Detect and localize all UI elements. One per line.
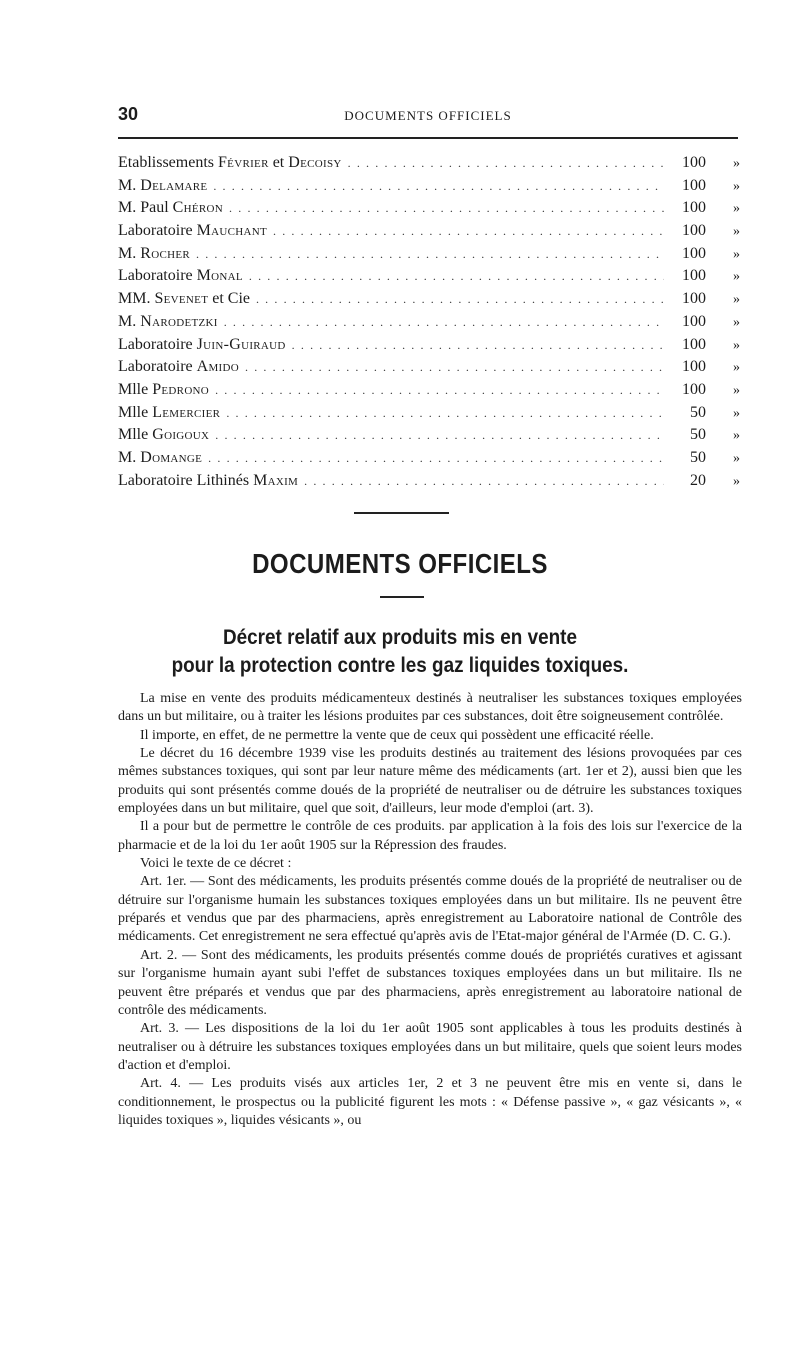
dot-leader bbox=[215, 379, 664, 401]
dot-leader bbox=[348, 152, 664, 174]
contributor-surname: Lemercier bbox=[152, 403, 221, 421]
contribution-amount: 100 bbox=[682, 312, 706, 330]
contribution-unit: » bbox=[733, 246, 740, 262]
contributor-prefix: M. bbox=[118, 448, 141, 466]
contribution-amount: 100 bbox=[682, 244, 706, 262]
contributor-row bbox=[118, 334, 740, 357]
contributor-name bbox=[118, 379, 209, 401]
contributor-name bbox=[118, 334, 286, 356]
contributor-row bbox=[118, 402, 740, 425]
contributor-row bbox=[118, 356, 740, 379]
header-rule bbox=[118, 137, 738, 139]
running-header bbox=[118, 104, 738, 128]
contributor-surname: Domange bbox=[140, 448, 203, 466]
contributor-prefix: M. bbox=[118, 176, 141, 194]
dot-leader bbox=[208, 447, 664, 469]
contributor-name bbox=[118, 424, 209, 446]
contributor-joiner: et bbox=[268, 154, 289, 171]
dot-leader bbox=[292, 334, 664, 356]
contributor-row bbox=[118, 379, 740, 402]
contributor-surname: Chéron bbox=[172, 199, 224, 217]
article-4: Art. 4. — Les produits visés aux articles 1er, 2 et 3 ne peuvent être mis en vente si, dans le conditionnement, le prospectus ou la publicité figurent les mots : « Défense passive », « gaz vésicants », « liquides toxiques », liquides vésicants », ou bbox=[118, 1076, 742, 1128]
contributor-prefix: Laboratoire Lithinés bbox=[118, 471, 254, 489]
contributor-row bbox=[118, 197, 740, 220]
contribution-amount: 100 bbox=[682, 199, 706, 217]
contributor-row bbox=[118, 243, 740, 266]
contributor-surname: Rocher bbox=[140, 244, 190, 262]
paragraph: Il importe, en effet, de ne permettre la vente que de ceux qui possèdent une efficacité réelle. bbox=[140, 727, 654, 743]
section-divider bbox=[354, 512, 449, 514]
contributor-name bbox=[118, 402, 220, 424]
contributor-name bbox=[118, 288, 250, 310]
contributor-prefix: Mlle bbox=[118, 380, 153, 398]
article-3: Art. 3. — Les dispositions de la loi du 1er août 1905 sont applicables à tous les produits destinés à neutraliser ou à détruire les substances toxiques employées dans un but militaire, quels que soient leurs modes d'action et d'emploi. bbox=[118, 1021, 742, 1073]
contributor-row bbox=[118, 424, 740, 447]
contributor-prefix: M. Paul bbox=[118, 199, 173, 217]
contributor-surname: Delamare bbox=[140, 176, 208, 194]
dot-leader bbox=[249, 265, 664, 287]
contributor-prefix: M. bbox=[118, 244, 141, 262]
contributor-prefix: Laboratoire bbox=[118, 335, 197, 353]
contributor-name bbox=[118, 311, 218, 333]
article-1: Art. 1er. — Sont des médicaments, les produits présentés comme doués de la propriété de neutraliser ou de détruire sur l'organisme humain les substances toxiques employées dans un but militaire. Ils ne peuvent être préparés et vendus que par des pharmaciens, après enregistrement au Laboratoire national de Contrôle des médicaments. Cet enregistrement ne sera effectué qu'après avis de l'Etat-major général de l'Armée (D. C. G.). bbox=[118, 874, 742, 945]
contributor-surname: Juin-Guiraud bbox=[196, 335, 286, 353]
decree-title-line-1: Décret relatif aux produits mis en vente bbox=[223, 626, 577, 649]
paragraph: Il a pour but de permettre le contrôle de ces produits. par application à la fois des lois sur l'exercice de la pharmacie et de la loi du 1er août 1905 sur la Répression des fraudes. bbox=[118, 819, 742, 853]
contributor-name bbox=[118, 265, 243, 287]
contributor-row bbox=[118, 311, 740, 334]
contribution-amount: 20 bbox=[690, 471, 706, 489]
contribution-unit: » bbox=[733, 178, 740, 194]
dot-leader bbox=[226, 402, 664, 424]
contributor-prefix: MM. bbox=[118, 290, 155, 308]
dot-leader bbox=[245, 356, 664, 378]
contributor-row bbox=[118, 152, 740, 175]
contribution-amount: 100 bbox=[682, 154, 706, 171]
contributor-prefix: Laboratoire bbox=[118, 358, 197, 376]
contributor-row bbox=[118, 470, 740, 493]
contribution-amount: 100 bbox=[682, 335, 706, 353]
contribution-unit: » bbox=[733, 382, 740, 398]
decree-title-line-2: pour la protection contre les gaz liquides toxiques. bbox=[171, 654, 629, 677]
contribution-amount: 50 bbox=[690, 426, 706, 444]
contribution-unit: » bbox=[733, 314, 740, 330]
contribution-unit: » bbox=[733, 269, 740, 285]
contributor-surname: Goigoux bbox=[152, 426, 210, 444]
contribution-unit: » bbox=[733, 450, 740, 466]
decree-body bbox=[118, 690, 742, 1130]
contributor-surname: Mauchant bbox=[196, 222, 268, 240]
contributor-surname: Maxim bbox=[253, 471, 299, 489]
contributor-row bbox=[118, 220, 740, 243]
contribution-amount: 100 bbox=[682, 358, 706, 376]
contributor-prefix: Laboratoire bbox=[118, 222, 197, 240]
contributor-name bbox=[118, 470, 298, 492]
contributor-name bbox=[118, 356, 239, 378]
contributor-surname: Narodetzki bbox=[140, 312, 218, 330]
contributor-row bbox=[118, 447, 740, 470]
contributor-surname: Amido bbox=[196, 358, 240, 376]
contributor-surname: Sevenet bbox=[154, 290, 209, 308]
decree-title bbox=[40, 624, 760, 680]
contribution-unit: » bbox=[733, 156, 740, 171]
paragraph: Voici le texte de ce décret : bbox=[140, 856, 292, 872]
contributor-prefix: Mlle bbox=[118, 403, 153, 421]
contribution-amount: 50 bbox=[690, 448, 706, 466]
contribution-unit: » bbox=[733, 201, 740, 217]
paragraph: Le décret du 16 décembre 1939 vise les produits destinés au traitement des lésions provoquées par ces mêmes substances toxiques, qui sont par leur nature même des médicaments (art. 1er et 2), aussi bien que les produits qui sont présentés comme doués de la propriété de neutraliser ou de détruire les substances toxiques employées dans un but militaire, quel que soit, d'ailleurs, leur mode d'emploi (art. 3). bbox=[118, 746, 742, 817]
contribution-amount: 100 bbox=[682, 380, 706, 398]
contributor-prefix: Mlle bbox=[118, 426, 153, 444]
page-number: 30 bbox=[118, 104, 139, 124]
contributor-row bbox=[118, 288, 740, 311]
dot-leader bbox=[196, 243, 664, 265]
dot-leader bbox=[304, 470, 664, 492]
contributor-prefix: Laboratoire bbox=[118, 267, 197, 285]
contributor-name bbox=[118, 243, 190, 265]
dot-leader bbox=[215, 424, 664, 446]
running-title: DOCUMENTS OFFICIELS bbox=[344, 108, 512, 123]
contributor-row bbox=[118, 265, 740, 288]
contribution-amount: 50 bbox=[690, 403, 706, 421]
contributor-prefix: M. bbox=[118, 312, 141, 330]
contribution-unit: » bbox=[733, 473, 740, 489]
contributor-name bbox=[118, 197, 223, 219]
dot-leader bbox=[213, 175, 664, 197]
dot-leader bbox=[256, 288, 664, 310]
contributor-joiner: et Cie bbox=[208, 290, 250, 308]
contributor-prefix: Etablissements bbox=[118, 154, 218, 171]
contribution-unit: » bbox=[733, 405, 740, 421]
section-title: DOCUMENTS OFFICIELS bbox=[252, 548, 548, 579]
contributor-surname-2: Decoisy bbox=[288, 154, 342, 171]
contributors-list bbox=[118, 152, 740, 492]
contribution-unit: » bbox=[733, 292, 740, 308]
contributor-surname: Février bbox=[217, 154, 269, 171]
article-2: Art. 2. — Sont des médicaments, les produits présentés comme doués de propriétés curatives et agissant sur l'organisme humain ayant subi l'effet de substances toxiques employées dans un but militaire. Ils ne peuvent être préparés et vendus que par des pharmaciens, après enregistrement au laboratoire national de contrôle des médicaments. bbox=[118, 947, 742, 1018]
contribution-unit: » bbox=[733, 224, 740, 240]
contribution-unit: » bbox=[733, 360, 740, 376]
contributor-row bbox=[118, 175, 740, 198]
dot-leader bbox=[229, 197, 664, 219]
contribution-amount: 100 bbox=[682, 222, 706, 240]
contribution-unit: » bbox=[733, 428, 740, 444]
dot-leader bbox=[273, 220, 664, 242]
contribution-unit: » bbox=[733, 337, 740, 353]
contributor-surname: Monal bbox=[196, 267, 243, 285]
contributor-name bbox=[118, 175, 207, 197]
contributor-name bbox=[118, 152, 342, 174]
paragraph: La mise en vente des produits médicamenteux destinés à neutraliser les substances toxiques employées dans un but militaire, ou à traiter les lésions produites par ces substances, doit être soigneusement contrôlée. bbox=[118, 691, 742, 725]
contributor-surname: Pedrono bbox=[152, 380, 210, 398]
dot-leader bbox=[224, 311, 664, 333]
contributor-name bbox=[118, 220, 267, 242]
title-underline bbox=[380, 596, 424, 598]
contribution-amount: 100 bbox=[682, 176, 706, 194]
contribution-amount: 100 bbox=[682, 267, 706, 285]
contribution-amount: 100 bbox=[682, 290, 706, 308]
contributor-name bbox=[118, 447, 202, 469]
